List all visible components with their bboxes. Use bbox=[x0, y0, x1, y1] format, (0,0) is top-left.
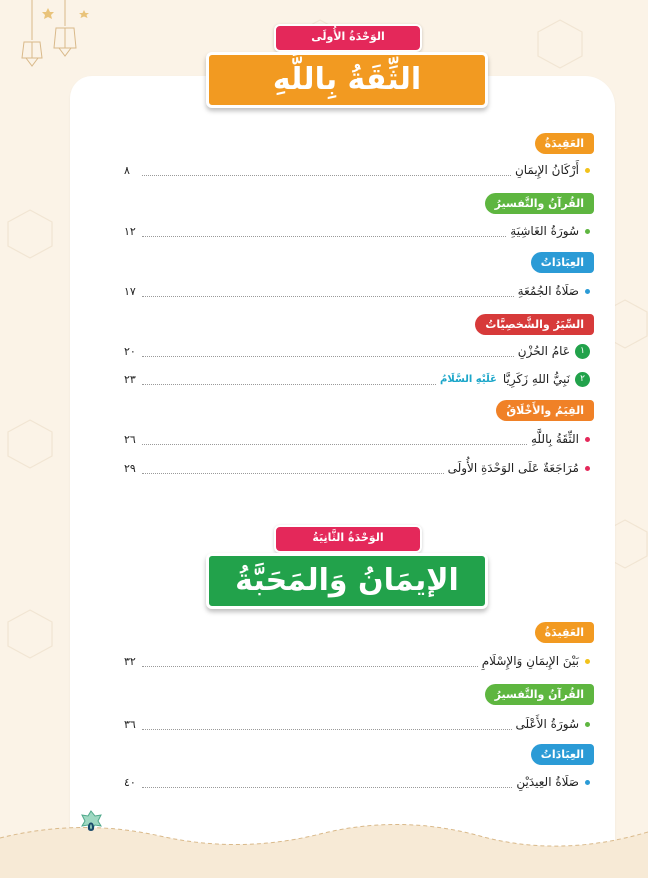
dot-leader bbox=[142, 434, 527, 445]
bullet-icon bbox=[585, 289, 590, 294]
bullet-icon bbox=[585, 437, 590, 442]
toc-page: ٣٢ bbox=[124, 654, 136, 668]
toc-page: ٢٣ bbox=[124, 372, 136, 386]
unit1-category-seerah: السِّيَرُ والشَّخصِيَّاتُ bbox=[475, 314, 594, 335]
unit2-category-ibadat: العِبَادَاتُ bbox=[531, 744, 594, 765]
toc-row[interactable] bbox=[124, 221, 590, 241]
toc-title: سُورَةُ الغَاشِيَةِ bbox=[510, 224, 579, 238]
peace-be-upon-him-seal: عَلَيْهِ السَّلَامُ bbox=[440, 373, 497, 385]
bullet-icon bbox=[585, 229, 590, 234]
toc-title: الثِّقَةُ بِاللَّهِ bbox=[531, 432, 579, 446]
bullet-icon bbox=[585, 780, 590, 785]
toc-row[interactable] bbox=[124, 772, 590, 792]
dot-leader bbox=[142, 777, 512, 788]
bullet-icon bbox=[585, 659, 590, 664]
page-number: ٥ bbox=[87, 820, 95, 835]
toc-page: ٢٦ bbox=[124, 432, 136, 446]
toc-row[interactable] bbox=[124, 281, 590, 301]
toc-row[interactable] bbox=[124, 341, 590, 361]
unit1-category-quran: القُرآنُ والتَّفسيرُ bbox=[485, 193, 594, 214]
toc-page: ٣٦ bbox=[124, 717, 136, 731]
bullet-icon bbox=[585, 466, 590, 471]
toc-title: صَلَاةُ الجُمُعَةِ bbox=[517, 284, 579, 298]
unit1-category-aqeedah: العَقِيدَةُ bbox=[535, 133, 594, 154]
dot-leader bbox=[142, 719, 512, 730]
dot-leader bbox=[142, 374, 436, 385]
toc-page: ١٧ bbox=[124, 284, 136, 298]
toc-title: مُرَاجَعَةٌ عَلَى الوَحْدَةِ الأُولَى bbox=[447, 461, 579, 475]
unit2-category-aqeedah: العَقِيدَةُ bbox=[535, 622, 594, 643]
toc-title: عَامُ الحُزْنِ bbox=[517, 344, 570, 358]
unit2-title: الإيمَانُ وَالمَحَبَّةُ bbox=[206, 553, 488, 609]
toc-row[interactable] bbox=[124, 651, 590, 671]
toc-row[interactable] bbox=[124, 160, 590, 180]
toc-page: ١٢ bbox=[124, 224, 136, 238]
toc-title: سُورَةُ الأَعْلَى bbox=[515, 717, 579, 731]
toc-title: أَرْكَانُ الإِيمَانِ bbox=[514, 163, 579, 177]
dot-leader bbox=[142, 463, 444, 474]
dot-leader bbox=[142, 226, 506, 237]
unit2-category-quran: القُرآنُ والتَّفسيرُ bbox=[485, 684, 594, 705]
dot-leader bbox=[142, 286, 514, 297]
number-badge: ٢ bbox=[575, 372, 590, 387]
dot-leader bbox=[142, 656, 478, 667]
toc-title: بَيْنَ الإِيمَانِ وَالإِسْلَامِ bbox=[481, 654, 579, 668]
unit1-category-values: القِيَمُ والأَخْلَاقُ bbox=[496, 400, 594, 421]
toc-page: ٤٠ bbox=[124, 775, 136, 789]
toc-row[interactable] bbox=[124, 458, 590, 478]
unit2-tag: الوَحْدَةُ الثَّانِيَةُ bbox=[274, 525, 422, 553]
unit1-category-ibadat: العِبَادَاتُ bbox=[531, 252, 594, 273]
toc-row[interactable] bbox=[124, 714, 590, 734]
lanterns-decoration bbox=[10, 0, 100, 80]
toc-page: ٨ bbox=[124, 163, 130, 177]
toc-title: نَبِيُّ اللهِ زَكَرِيَّا bbox=[502, 372, 570, 386]
toc-row[interactable] bbox=[124, 369, 590, 389]
bullet-icon bbox=[585, 722, 590, 727]
bullet-icon bbox=[585, 168, 590, 173]
toc-title: صَلَاةُ العِيدَيْنِ bbox=[516, 775, 579, 789]
toc-page: ٢٠ bbox=[124, 344, 136, 358]
unit1-tag: الوَحْدَةُ الأُولَى bbox=[274, 24, 422, 52]
toc-row[interactable] bbox=[124, 429, 590, 449]
dot-leader bbox=[142, 346, 514, 357]
number-badge: ١ bbox=[575, 344, 590, 359]
toc-page: ٢٩ bbox=[124, 461, 136, 475]
unit1-title: الثِّقَةُ بِاللَّهِ bbox=[206, 52, 488, 108]
dot-leader bbox=[142, 165, 511, 176]
